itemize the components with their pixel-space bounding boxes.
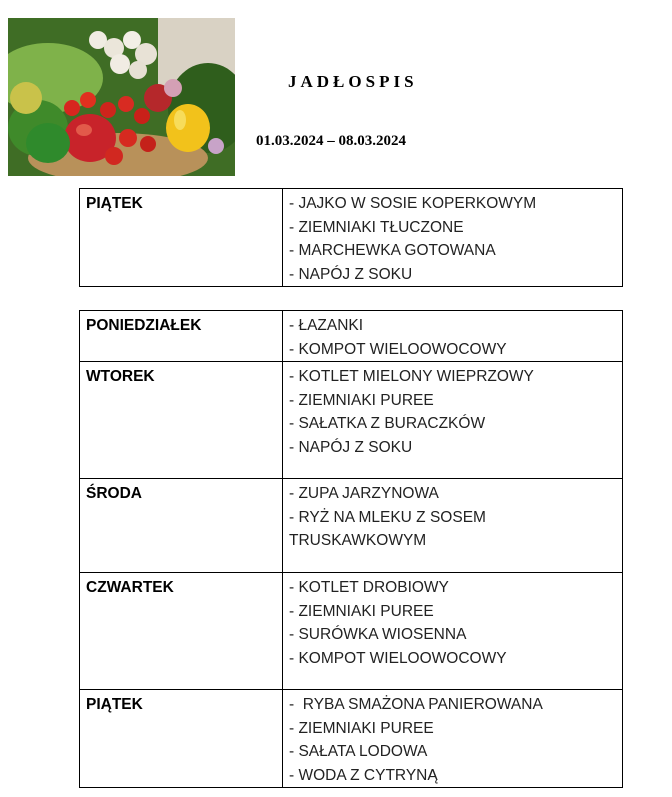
dish-item: - RYŻ NA MLEKU Z SOSEM [289, 508, 486, 526]
dish-item: - SAŁATA LODOWA [289, 743, 428, 760]
dish-item: - RYBA SMAŻONA PANIEROWANA [289, 696, 543, 713]
dish-item: - ZIEMNIAKI PUREE [289, 391, 434, 409]
vegetables-photo [8, 18, 235, 176]
dish-item: - ZIEMNIAKI PUREE [289, 719, 434, 737]
day-label: PONIEDZIAŁEK [80, 311, 283, 362]
dish-item: - ZIEMNIAKI TŁUCZONE [289, 218, 464, 236]
table-row [80, 573, 623, 690]
dishes-cell [283, 479, 623, 573]
dish-item: - SAŁATKA Z BURACZKÓW [289, 415, 486, 432]
day-label: ŚRODA [80, 479, 283, 573]
dishes-cell [283, 362, 623, 479]
page-title: JADŁOSPIS [288, 72, 418, 91]
table-row [80, 690, 623, 788]
dishes-cell [283, 573, 623, 690]
table-row [80, 189, 623, 287]
dish-item: - KOTLET MIELONY WIEPRZOWY [289, 368, 534, 385]
vegetables-illustration [8, 18, 235, 176]
table-row [80, 362, 623, 479]
dish-item: - KOMPOT WIELOOWOCOWY [289, 649, 507, 667]
dish-item: TRUSKAWKOWYM [289, 532, 427, 549]
dish-item: - NAPÓJ Z SOKU [289, 438, 413, 456]
day-label: WTOREK [80, 362, 283, 479]
dish-item: - KOTLET DROBIOWY [289, 579, 449, 596]
date-range: 01.03.2024 – 08.03.2024 [256, 133, 406, 149]
day-label: PIĄTEK [80, 189, 283, 287]
dish-item: - SURÓWKA WIOSENNA [289, 626, 467, 643]
menu-table-week [79, 310, 623, 788]
dish-item: - ZIEMNIAKI PUREE [289, 602, 434, 620]
dish-item: - NAPÓJ Z SOKU [289, 265, 413, 283]
dish-item: - KOMPOT WIELOOWOCOWY [289, 340, 507, 358]
dish-item: - ŁAZANKI [289, 317, 364, 334]
table-row [80, 479, 623, 573]
dish-item: - JAJKO W SOSIE KOPERKOWYM [289, 195, 537, 212]
dishes-cell [283, 311, 623, 362]
dishes-cell [283, 189, 623, 287]
dish-item: - ZUPA JARZYNOWA [289, 485, 439, 502]
table-row [80, 311, 623, 362]
dish-item: - WODA Z CYTRYNĄ [289, 766, 438, 784]
menu-table-previous [79, 188, 623, 287]
day-label: CZWARTEK [80, 573, 283, 690]
dish-item: - MARCHEWKA GOTOWANA [289, 242, 496, 259]
day-label: PIĄTEK [80, 690, 283, 788]
dishes-cell [283, 690, 623, 788]
